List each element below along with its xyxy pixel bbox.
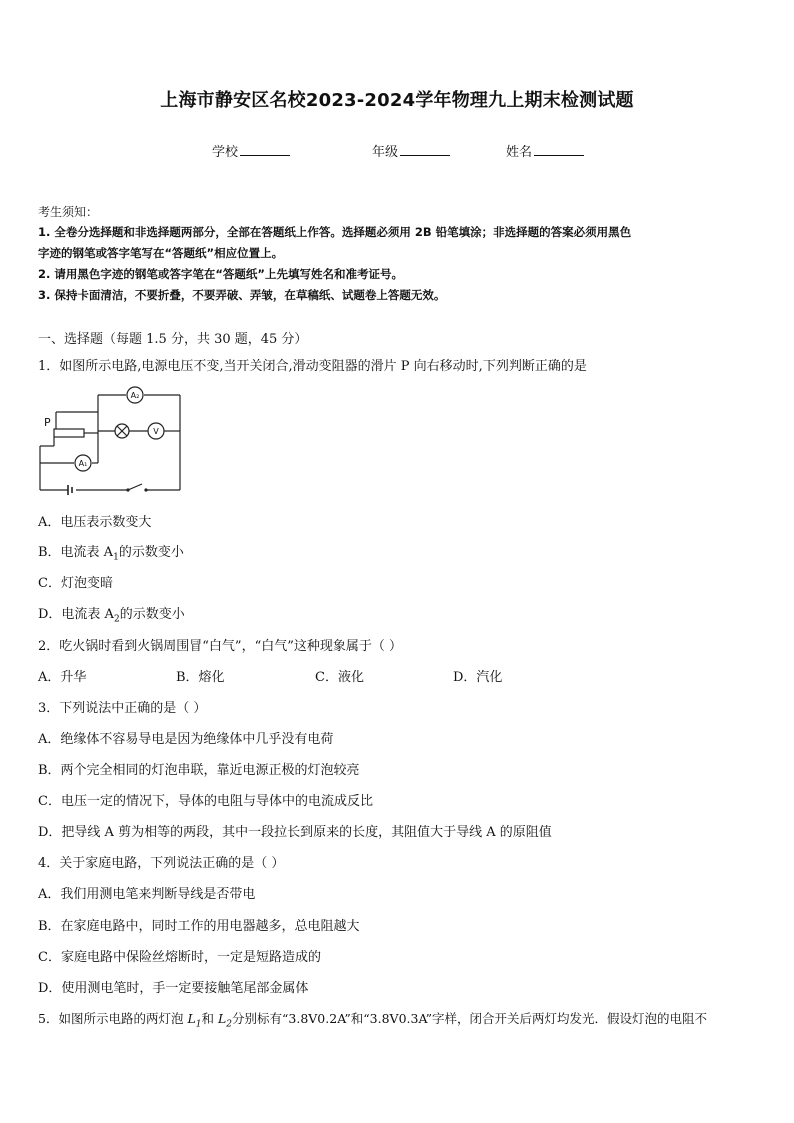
q3-option-c: C．电压一定的情况下，导体的电阻与导体中的电流成反比: [38, 794, 373, 809]
q2-option-b: B．熔化: [176, 670, 225, 685]
grade-label: 年级: [372, 145, 399, 160]
q1-option-d: D．电流表 $A_2$的示数变小: [38, 607, 185, 625]
rheostat: [54, 429, 84, 437]
q4-option-d: D．使用测电笔时，手一定要接触笔尾部金属体: [38, 981, 309, 996]
name-blank[interactable]: [534, 143, 584, 156]
label-v: V: [153, 427, 159, 436]
q3-option-d: D．把导线 A 剪为相等的两段，其中一段拉长到原来的长度，其阻值大于导线 A 的原阻值: [38, 825, 552, 840]
q4-option-a: A．我们用测电笔来判断导线是否带电: [38, 887, 256, 902]
name-field[interactable]: [506, 141, 584, 160]
switch-blade: [128, 484, 142, 490]
label-p: P: [44, 416, 51, 429]
q3-stem: 3．下列说法中正确的是（ ）: [38, 701, 207, 716]
notice-item-1-line-1: 1. 全卷分选择题和非选择题两部分，全部在答题纸上作答。选择题必须用 2B 铅笔填涂；非选择题的答案必须用黑色: [38, 225, 632, 239]
label-a1: A₁: [78, 459, 88, 468]
name-label: 姓名: [506, 145, 533, 160]
q4-stem: 4．关于家庭电路，下列说法正确的是（ ）: [38, 856, 285, 871]
switch-pivot: [126, 488, 129, 491]
grade-blank[interactable]: [400, 143, 450, 156]
notice-item-3: 3. 保持卡面清洁，不要折叠，不要弄破、弄皱，在草稿纸、试题卷上答题无效。: [38, 288, 446, 302]
q1-option-c: C．灯泡变暗: [38, 576, 113, 591]
school-field[interactable]: [212, 141, 290, 160]
school-label: 学校: [212, 145, 239, 160]
circuit-diagram: [36, 386, 186, 496]
q2-stem: 2．吃火锅时看到火锅周围冒“白气”，“白气”这种现象属于（ ）: [38, 639, 402, 654]
q2-option-a: A．升华: [38, 670, 87, 685]
label-a2: A₂: [130, 391, 140, 400]
notice-item-1-line-2: 字迹的钢笔或答字笔写在“答题纸”相应位置上。: [38, 246, 284, 260]
q1-option-b: B．电流表 $A_1$的示数变小: [38, 545, 184, 563]
q3-option-b: B．两个完全相同的灯泡串联，靠近电源正极的灯泡较亮: [38, 763, 360, 778]
q1-stem: 1．如图所示电路,电源电压不变,当开关闭合,滑动变阻器的滑片 P 向右移动时,下列判断正确的是: [38, 359, 587, 374]
q4-option-c: C．家庭电路中保险丝熔断时，一定是短路造成的: [38, 950, 321, 965]
page-title: 上海市静安区名校2023-2024学年物理九上期末检测试题: [160, 90, 634, 111]
grade-field[interactable]: [372, 141, 450, 160]
switch-contact: [144, 488, 147, 491]
notice-header: 考生须知：: [38, 205, 99, 219]
q1-option-a: A．电压表示数变大: [38, 515, 152, 530]
q4-option-b: B．在家庭电路中，同时工作的用电器越多，总电阻越大: [38, 919, 360, 934]
q2-option-c: C．液化: [315, 670, 364, 685]
q2-option-d: D．汽化: [453, 670, 503, 685]
q3-option-a: A．绝缘体不容易导电是因为绝缘体中几乎没有电荷: [38, 732, 334, 747]
q5-stem: 5．如图所示电路的两灯泡 $L_1$和 $L_2$分别标有“3.8V0.2A”和“3.8V0.3A”字样，闭合开关后两灯均发光．假设灯泡的电阻不: [38, 1011, 708, 1030]
notice-item-2: 2. 请用黑色字迹的钢笔或答字笔在“答题纸”上先填写姓名和准考证号。: [38, 267, 403, 281]
school-blank[interactable]: [240, 143, 290, 156]
section-heading: 一、选择题（每题 1.5 分，共 30 题，45 分）: [38, 332, 308, 347]
